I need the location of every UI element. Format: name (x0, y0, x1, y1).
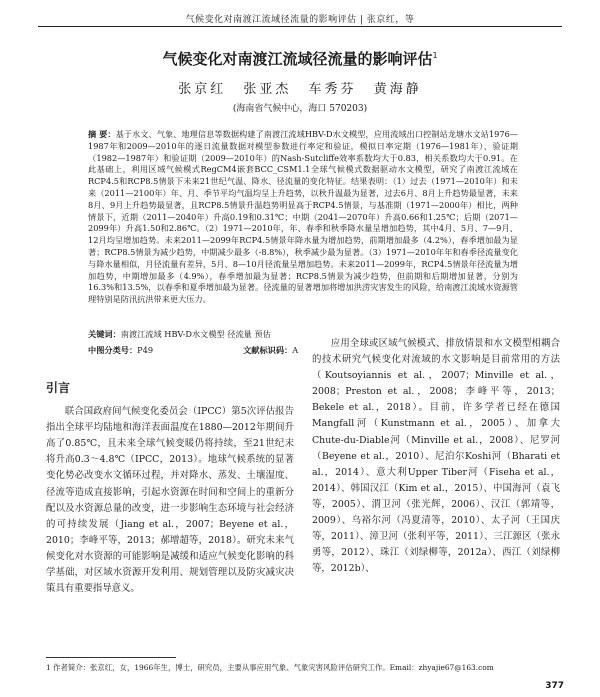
right-column (312, 336, 560, 577)
abstract-text: 基于水文、气象、地理信息等数据构建了南渡江流域HBV-D水文模型，应用流域出口控制站龙塘水文站1976—1987年和2009—2010年的逐日流量数据对模型参数进行率定和验证，模拟日率定期（1976—1981年）、验证期（1982—1987年）和验证期（2009—2010年）的Nash-Sutcliffe效率系数均大于0.83，相关系数均大于0.91。在此基础上，利用区域气候模式RegCM4嵌套BCC_CSM1.1全球气候模式数据驱动水文模型，研究了南渡江流域在RCP4.5和RCP8.5情景下未来21世纪气温、降水、径流量的变化特征。结果表明：（1）过去（1971—2010年）和未来（2011—2100年）年、月、季节平均气温均呈上升趋势，以秋升温最为显著，过去6月、8月上升趋势最显著，未来8月、9月上升趋势最显著，且RCP8.5情景升温趋势明显高于RCP4.5情景，与基准期（1971—2000年）相比，两种情景下，近期（2011—2040年）升高0.19和0.31℃；中期（2041—2070年）升高0.66和1.25℃；后期（2071—2099年）升高1.50和2.86℃。（2）1971—2010年，年、春季和秋季降水量呈增加趋势，其中4月、5月、7—9月、12月均呈增加趋势。未来2011—2099年RCP4.5情景年降水量为增加趋势，前期增加最多（4.2%），春季增加最为显著；RCP8.5情景为减少趋势，中期减少最多（-8.8%），秋季减少最为显著。（3）1971—2010年年和春季径流量变化与降水量相似，月径流量有差异，5月、8—10月径流量呈增加趋势。未来2011—2099年，RCP4.5情景年径流量为增加趋势，中期增加最多（4.9%），春季增加最为显著；RCP8.5情景为减少趋势，但前期和后期增加显著，分别为16.3%和13.5%，以春季和夏季增加最为显著。径流量的显著增加将增加洪涝灾害发生的风险，给南渡江流域水资源管理特别是防汛抗洪带来更大压力。 (88, 129, 518, 305)
affiliation: (海南省气候中心，海口 570203) (232, 104, 368, 114)
header-rule (38, 26, 562, 27)
page-number: 377 (545, 681, 564, 691)
classification-label: 中图分类号： (88, 345, 138, 355)
doccode: A (292, 345, 299, 355)
paper-title-text: 气候变化对南渡江流域径流量的影响评估 (162, 50, 433, 68)
abstract (88, 129, 518, 306)
intro-paragraph-left: 联合国政府间气候变化委员会（IPCC）第5次评估报告指出全球平均陆地和海洋表面温度在1880—2012年期间升高了0.85℃，且未来全球气候变暖仍将持续，至21世纪末将升高0.3～4.8℃（IPCC，2013）。地球气候系统的显著变化势必改变水文循环过程，并对降水、蒸发、土壤湿度、径流等造成直接影响，引起水资源在时间和空间上的重新分配以及水资源总量的改变，进一步影响生态环境与社会经济的可持续发展（Jiang et al.，2007；Beyene et al.，2010；李峰平等，2013；郝增超等，2018）。研究未来气候变化对水资源的可能影响是减缓和适应气候变化影响的科学基础，对区域水资源开发利用、规划管理以及防灾减灾决策具有重要指导意义。 (46, 406, 294, 595)
doccode-label: 文献标识码： (243, 345, 293, 355)
abstract-label: 摘 要： (88, 129, 116, 139)
left-column (46, 380, 294, 597)
running-header: 气候变化对南渡江流域径流量的影响评估 | 张京红，等 (185, 15, 415, 25)
author-list: 张京红 张亚杰 车秀芬 黄海静 (178, 82, 422, 97)
keywords-label: 关键词： (88, 329, 121, 339)
keywords: 南渡江流域 HBV-D水文模型 径流量 预估 (120, 329, 271, 339)
intro-heading: 引言 (46, 381, 71, 395)
paper-title (0, 48, 600, 69)
footnote-rule (46, 657, 176, 658)
title-footnote-mark: 1 (432, 51, 438, 60)
author-footnote: 1 作者简介：张京红，女，1966年生，博士，研究员，主要从事应用气象、气象灾害风险评估研究工作。Email：zhyajie67@163.com (46, 663, 494, 672)
intro-paragraph-right: 应用全球或区域气候模式、排放情景和水文模型相耦合的技术研究气候变化对流域的水文影响是目前常用的方法（Koutsoyiannis et al.，2007；Minville et al.，2008；Preston et al.，2008；李峰平等，2013；Bekele et al.，2018）。目前，许多学者已经在德国Mangfall河（Kunstmann et al.，2005）、加拿大Chute-du-Diable河（Minville et al.，2008）、尼罗河（Beyene et al.，2010）、尼泊尔Koshi河（Bharati et al.，2014）、意大利Upper Tiber河（Fiseha et al.，2014）、韩国汉江（Kim et al.，2015）、中国海河（袁飞等，2005）、渭卫河（张光辉，2006）、汉江（郭靖等，2009）、乌裕尔河（冯夏清等，2010）、太子河（王国庆等，2011）、漳卫河（张利平等，2011）、三江源区（张永勇等，2012）、珠江（刘绿柳等，2012a）、西江（刘绿柳等，2012b）、 (312, 338, 560, 575)
classification-code: P49 (137, 345, 154, 355)
